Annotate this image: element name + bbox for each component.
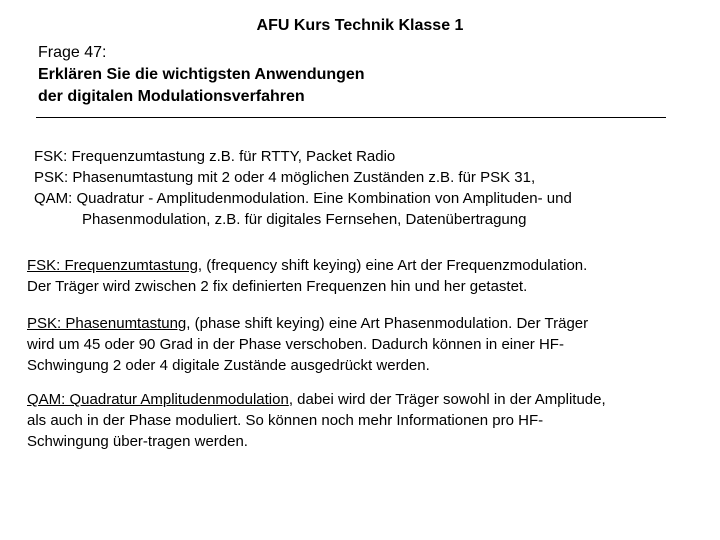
- explanation-psk-text: , (phase shift keying) eine Art Phasenmodulation. Der Träger: [186, 315, 589, 332]
- answer-qam: QAM: Quadratur - Amplitudenmodulation. Eine Kombination von Amplituden- und: [34, 190, 572, 207]
- question-number: Frage 47:: [38, 44, 107, 61]
- explanation-qam-term: QAM: Quadratur Amplitudenmodulation: [27, 391, 289, 408]
- explanation-psk-term: PSK: Phasenumtastung: [27, 315, 187, 332]
- explanation-fsk-line-1: [27, 255, 707, 276]
- explanation-qam-line-3: Schwingung über-tragen werden.: [27, 433, 248, 450]
- explanation-qam-text: , dabei wird der Träger sowohl in der Amplitude,: [288, 391, 606, 408]
- explanation-qam: [27, 389, 707, 452]
- explanation-fsk: [27, 255, 707, 297]
- question-text-line-2: der digitalen Modulationsverfahren: [38, 88, 305, 105]
- divider: [36, 117, 666, 118]
- explanation-psk-line-2: wird um 45 oder 90 Grad in der Phase verschoben. Dadurch können in einer HF-: [27, 336, 564, 353]
- explanation-psk-line-3: Schwingung 2 oder 4 digitale Zustände ausgedrückt werden.: [27, 357, 430, 374]
- answer-fsk: FSK: Frequenzumtastung z.B. für RTTY, Packet Radio: [34, 148, 396, 165]
- explanation-qam-line-1: [27, 389, 707, 410]
- explanation-qam-line-2: als auch in der Phase moduliert. So können noch mehr Informationen pro HF-: [27, 412, 544, 429]
- answer-list: [34, 146, 572, 230]
- explanation-psk-line-1: [27, 313, 707, 334]
- question-text-line-1: Erklären Sie die wichtigsten Anwendungen: [38, 66, 365, 83]
- explanation-fsk-text: , (frequency shift keying) eine Art der Frequenzmodulation.: [197, 257, 588, 274]
- page-title: AFU Kurs Technik Klasse 1: [256, 17, 464, 34]
- answer-psk: PSK: Phasenumtastung mit 2 oder 4 möglichen Zuständen z.B. für PSK 31,: [34, 169, 536, 186]
- answer-qam-continued: Phasenmodulation, z.B. für digitales Fernsehen, Datenübertragung: [82, 211, 527, 228]
- question-block: [38, 42, 365, 108]
- explanation-psk: [27, 313, 707, 376]
- explanation-fsk-line-2: Der Träger wird zwischen 2 fix definierten Frequenzen hin und her getastet.: [27, 278, 528, 295]
- explanation-fsk-term: FSK: Frequenzumtastung: [27, 257, 198, 274]
